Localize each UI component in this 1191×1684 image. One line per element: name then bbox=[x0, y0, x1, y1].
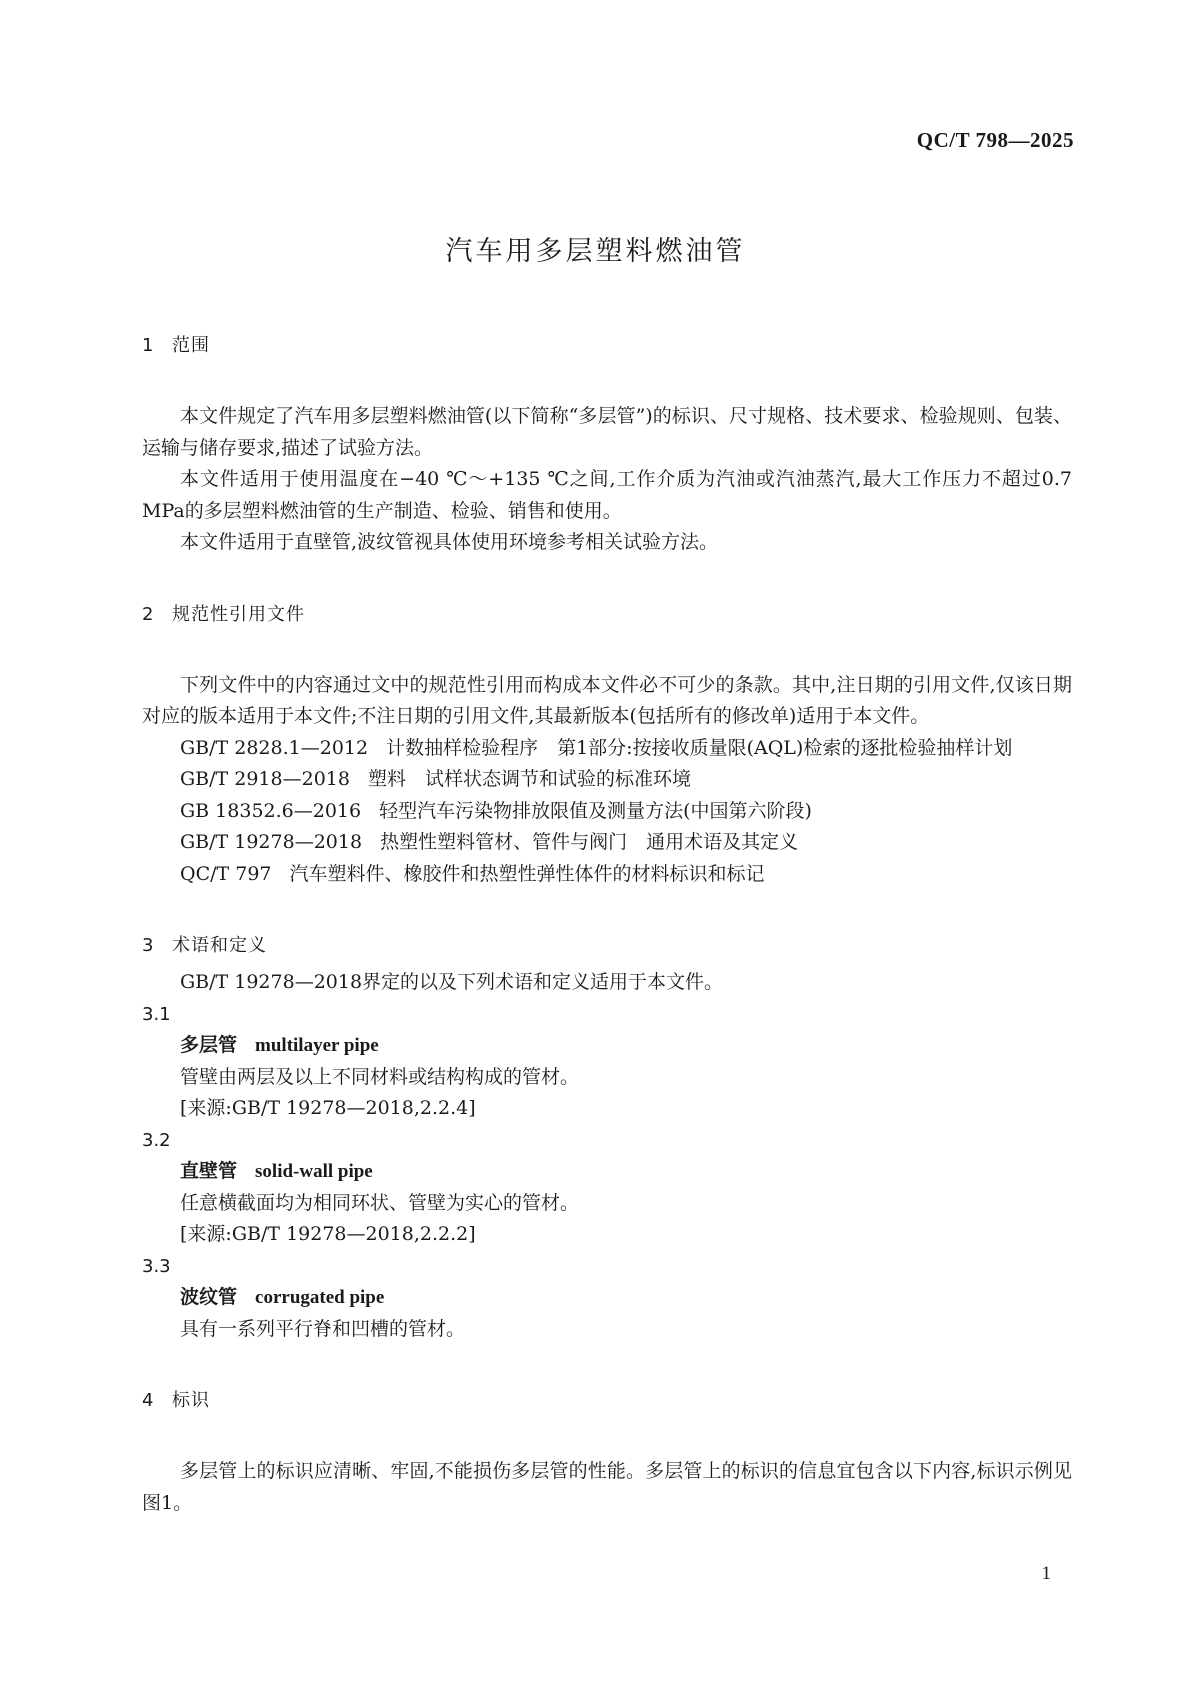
term-zh: 直壁管 bbox=[180, 1160, 238, 1182]
section-1-heading bbox=[142, 330, 1072, 361]
section-title: 规范性引用文件 bbox=[172, 603, 305, 625]
term-zh: 波纹管 bbox=[180, 1286, 238, 1308]
section-number: 3 bbox=[142, 935, 155, 956]
term-en: solid-wall pipe bbox=[255, 1161, 373, 1182]
term-en: corrugated pipe bbox=[255, 1287, 385, 1308]
term-en: multilayer pipe bbox=[255, 1035, 379, 1056]
reference-title: 轻型汽车污染物排放限值及测量方法(中国第六阶段) bbox=[379, 799, 812, 822]
paragraph: 本文件适用于直壁管,波纹管视具体使用环境参考相关试验方法。 bbox=[180, 531, 719, 553]
section-title: 标识 bbox=[172, 1390, 210, 1411]
document-body bbox=[142, 330, 1072, 1519]
reference-code: QC/T 797 bbox=[180, 862, 272, 885]
section-title: 术语和定义 bbox=[172, 935, 267, 956]
section-4-heading bbox=[142, 1385, 1072, 1416]
reference-code: GB/T 2918—2018 bbox=[180, 768, 350, 790]
section-number: 4 bbox=[142, 1390, 155, 1411]
reference-title: 计数抽样检验程序 第1部分:按接收质量限(AQL)检索的逐批检验抽样计划 bbox=[386, 736, 1013, 759]
paragraph: 本文件规定了汽车用多层塑料燃油管(以下简称“多层管”)的标识、尺寸规格、技术要求、检验规则、包装、运输与储存要求,描述了试验方法。 bbox=[142, 405, 1072, 459]
section-2-heading bbox=[142, 599, 1072, 630]
paragraph: 本文件适用于使用温度在−40 ℃～+135 ℃之间,工作介质为汽油或汽油蒸汽,最大工作压力不超过0.7 MPa的多层塑料燃油管的生产制造、检验、销售和使用。 bbox=[142, 468, 1072, 522]
term-number: 3.3 bbox=[142, 1255, 171, 1277]
reference-title: 汽车塑料件、橡胶件和热塑性弹性体件的材料标识和标记 bbox=[289, 862, 765, 885]
paragraph: 多层管上的标识应清晰、牢固,不能损伤多层管的性能。多层管上的标识的信息宜包含以下内容,标识示例见图1。 bbox=[142, 1460, 1072, 1514]
term-name bbox=[142, 1156, 1072, 1188]
reference-code: GB 18352.6—2016 bbox=[180, 799, 362, 822]
paragraph: 下列文件中的内容通过文中的规范性引用而构成本文件必不可少的条款。其中,注日期的引用文件,仅该日期对应的版本适用于本文件;不注日期的引用文件,其最新版本(包括所有的修改单)适用于本文件。 bbox=[142, 673, 1072, 727]
section-number: 1 bbox=[142, 335, 155, 356]
term-definition: 管壁由两层及以上不同材料或结构构成的管材。 bbox=[180, 1065, 580, 1088]
reference-item bbox=[142, 764, 1072, 796]
term-definition: 具有一系列平行脊和凹槽的管材。 bbox=[180, 1317, 466, 1340]
term-number: 3.1 bbox=[142, 1003, 171, 1025]
term-number: 3.2 bbox=[142, 1129, 171, 1151]
document-title: 汽车用多层塑料燃油管 bbox=[445, 236, 746, 267]
term-source: [来源:GB/T 19278—2018,2.2.4] bbox=[180, 1097, 476, 1119]
reference-item bbox=[142, 796, 1072, 828]
reference-title: 热塑性塑料管材、管件与阀门 通用术语及其定义 bbox=[380, 831, 799, 853]
reference-title: 塑料 试样状态调节和试验的标准环境 bbox=[367, 768, 691, 790]
term-zh: 多层管 bbox=[180, 1034, 238, 1056]
paragraph: GB/T 19278—2018界定的以及下列术语和定义适用于本文件。 bbox=[180, 971, 724, 993]
reference-code: GB/T 2828.1—2012 bbox=[180, 736, 369, 759]
section-3-heading bbox=[142, 930, 1072, 961]
term-name bbox=[142, 1282, 1072, 1314]
reference-code: GB/T 19278—2018 bbox=[180, 831, 363, 853]
page-number: 1 bbox=[1041, 1563, 1051, 1584]
reference-item bbox=[142, 827, 1072, 859]
reference-item bbox=[142, 859, 1072, 891]
section-number: 2 bbox=[142, 603, 155, 625]
reference-item bbox=[142, 733, 1072, 765]
section-title: 范围 bbox=[172, 335, 210, 356]
term-definition: 任意横截面均为相同环状、管壁为实心的管材。 bbox=[180, 1191, 580, 1214]
term-name bbox=[142, 1030, 1072, 1062]
term-source: [来源:GB/T 19278—2018,2.2.2] bbox=[180, 1223, 476, 1245]
standard-code: QC/T 798—2025 bbox=[916, 128, 1074, 152]
